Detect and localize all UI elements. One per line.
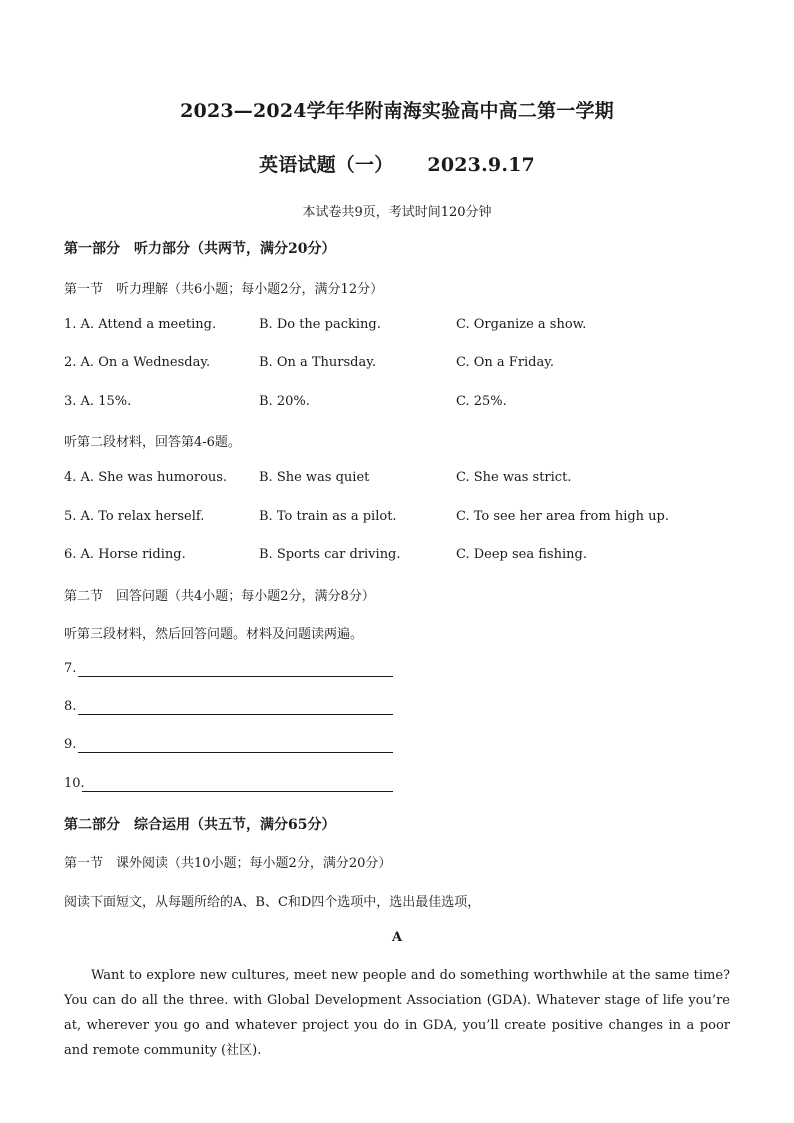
listening-instruction-3: 听第三段材料，然后回答问题。材料及问题读两遍。 [64,627,364,642]
question-5-option-a: 5. A. To relax herself. [64,509,205,524]
answer-blank-9-number: 9. [64,737,77,752]
question-6-option-c: C. Deep sea fishing. [456,547,587,562]
question-1-option-b: B. Do the packing. [259,317,381,332]
question-4-option-c: C. She was strict. [456,470,572,485]
question-1-option-a: 1. A. Attend a meeting. [64,317,217,332]
question-1-option-c: C. Organize a show. [456,317,587,332]
question-2-option-b: B. On a Thursday. [259,355,376,370]
part1-section1-heading: 第一节 听力理解（共6小题；每小题2分，满分12分） [64,282,384,297]
listening-instruction-2: 听第二段材料，回答第4-6题。 [64,435,241,450]
question-2-option-a: 2. A. On a Wednesday. [64,355,211,370]
exam-date: 2023.9.17 [427,154,535,176]
question-3-option-c: C. 25%. [456,394,507,409]
reading-instruction: 阅读下面短文，从每题所给的A、B、C和D四个选项中，选出最佳选项， [64,895,481,910]
exam-name: 英语试题（一） [259,154,394,176]
answer-blank-9-line[interactable] [78,752,393,753]
answer-blank-10-number: 10. [64,776,85,791]
question-6-option-a: 6. A. Horse riding. [64,547,186,562]
answer-blank-10-line[interactable] [82,791,393,792]
question-3-option-a: 3. A. 15%. [64,394,132,409]
exam-title: 2023—2024学年华附南海实验高中高二第一学期 [180,100,614,122]
question-5-option-b: B. To train as a pilot. [259,509,397,524]
passage-label: A [391,930,403,945]
question-4-option-a: 4. A. She was humorous. [64,470,228,485]
answer-blank-7-line[interactable] [78,676,393,677]
question-3-option-b: B. 20%. [259,394,310,409]
part2-section1-heading: 第一节 课外阅读（共10小题；每小题2分，满分20分） [64,856,392,871]
question-4-option-b: B. She was quiet [259,470,370,485]
part2-heading: 第二部分 综合运用（共五节，满分65分） [64,817,336,833]
part1-heading: 第一部分 听力部分（共两节，满分20分） [64,241,336,257]
answer-blank-8-line[interactable] [78,714,393,715]
exam-info: 本试卷共9页，考试时间120分钟 [302,205,492,220]
answer-blank-8-number: 8. [64,699,77,714]
question-6-option-b: B. Sports car driving. [259,547,401,562]
part1-section2-heading: 第二节 回答问题（共4小题；每小题2分，满分8分） [64,589,375,604]
passage-paragraph: Want to explore new cultures, meet new people and do something worthwhile at the same time? You can do all the three. with Global Development Association (GDA). Whatever stage of life you’re at, wherever you go and whatever project you do in GDA, you’ll create positive changes in a poor and remote community (社区). [64,968,730,1058]
exam-subtitle-line [0,150,794,177]
question-2-option-c: C. On a Friday. [456,355,555,370]
answer-blank-7-number: 7. [64,661,77,676]
question-5-option-c: C. To see her area from high up. [456,509,670,524]
